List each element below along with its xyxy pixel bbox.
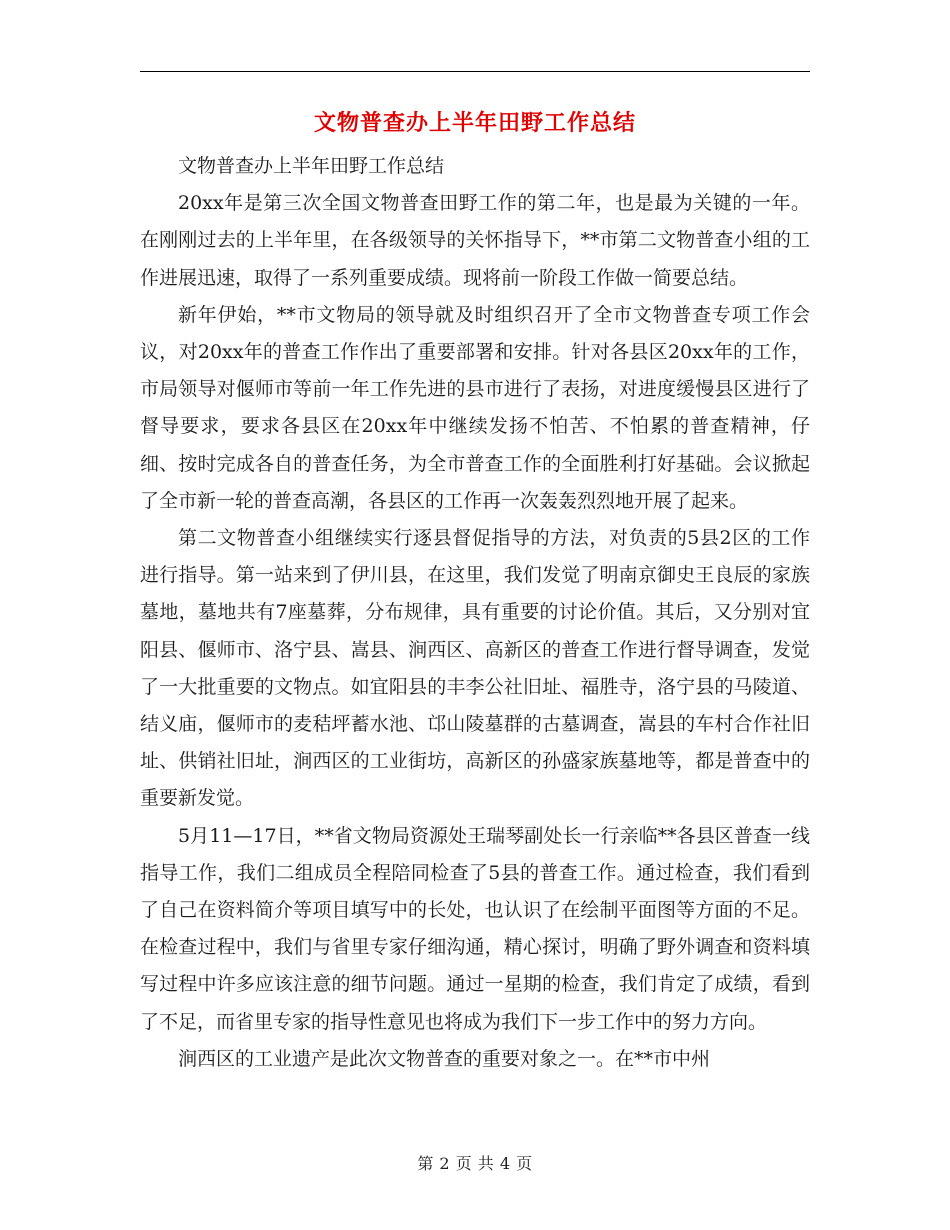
paragraph-subtitle: 文物普查办上半年田野工作总结 [178,155,445,177]
paragraph: 第二文物普查小组继续实行逐县督促指导的方法，对负责的5县2区的工作进行指导。第一站来到了伊川县，在这里，我们发觉了明南京御史王良辰的家族墓地，墓地共有7座墓葬，分布规律，具有重要的讨论价值。其后，又分别对宜阳县、偃师市、洛宁县、嵩县、涧西区、高新区的普查工作进行督导调查，发觉了一大批重要的文物点。如宜阳县的丰李公社旧址、福胜寺，洛宁县的马陵道、结义庙，偃师市的麦秸坪蓄水池、邙山陵墓群的古墓调查，嵩县的车村合作社旧址、供销社旧址，涧西区的工业街坊，高新区的孙盛家族墓地等，都是普查中的重要新发觉。 [140,527,810,810]
header-rule [140,71,810,72]
paragraph: 5月11—17日，**省文物局资源处王瑞琴副处长一行亲临**各县区普查一线指导工作，我们二组成员全程陪同检查了5县的普查工作。通过检查，我们看到了自己在资料简介等项目填写中的长处，也认识了在绘制平面图等方面的不足。在检查过程中，我们与省里专家仔细沟通，精心探讨，明确了野外调查和资料填写过程中许多应该注意的细节问题。通过一星期的检查，我们肯定了成绩，看到了不足，而省里专家的指导性意见也将成为我们下一步工作中的努力方向。 [140,824,810,1033]
document-title: 文物普查办上半年田野工作总结 [313,111,636,136]
paragraph: 涧西区的工业遗产是此次文物普查的重要对象之一。在**市中州 [178,1047,711,1070]
document-body [140,148,810,1078]
paragraph: 20xx年是第三次全国文物普查田野工作的第二年，也是最为关键的一年。在刚刚过去的上半年里，在各级领导的关怀指导下，**市第二文物普查小组的工作进展迅速，取得了一系列重要成绩。现将前一阶段工作做一简要总结。 [140,192,810,289]
paragraph: 新年伊始，**市文物局的领导就及时组织召开了全市文物普查专项工作会议，对20xx年的普查工作作出了重要部署和安排。针对各县区20xx年的工作，市局领导对偃师市等前一年工作先进的县市进行了表扬，对进度缓慢县区进行了督导要求，要求各县区在20xx年中继续发扬不怕苦、不怕累的普查精神，仔细、按时完成各自的普查任务，为全市普查工作的全面胜利打好基础。会议掀起了全市新一轮的普查高潮，各县区的工作再一次轰轰烈烈地开展了起来。 [140,303,810,512]
page-footer: 第 2 页 共 4 页 [417,1154,533,1173]
